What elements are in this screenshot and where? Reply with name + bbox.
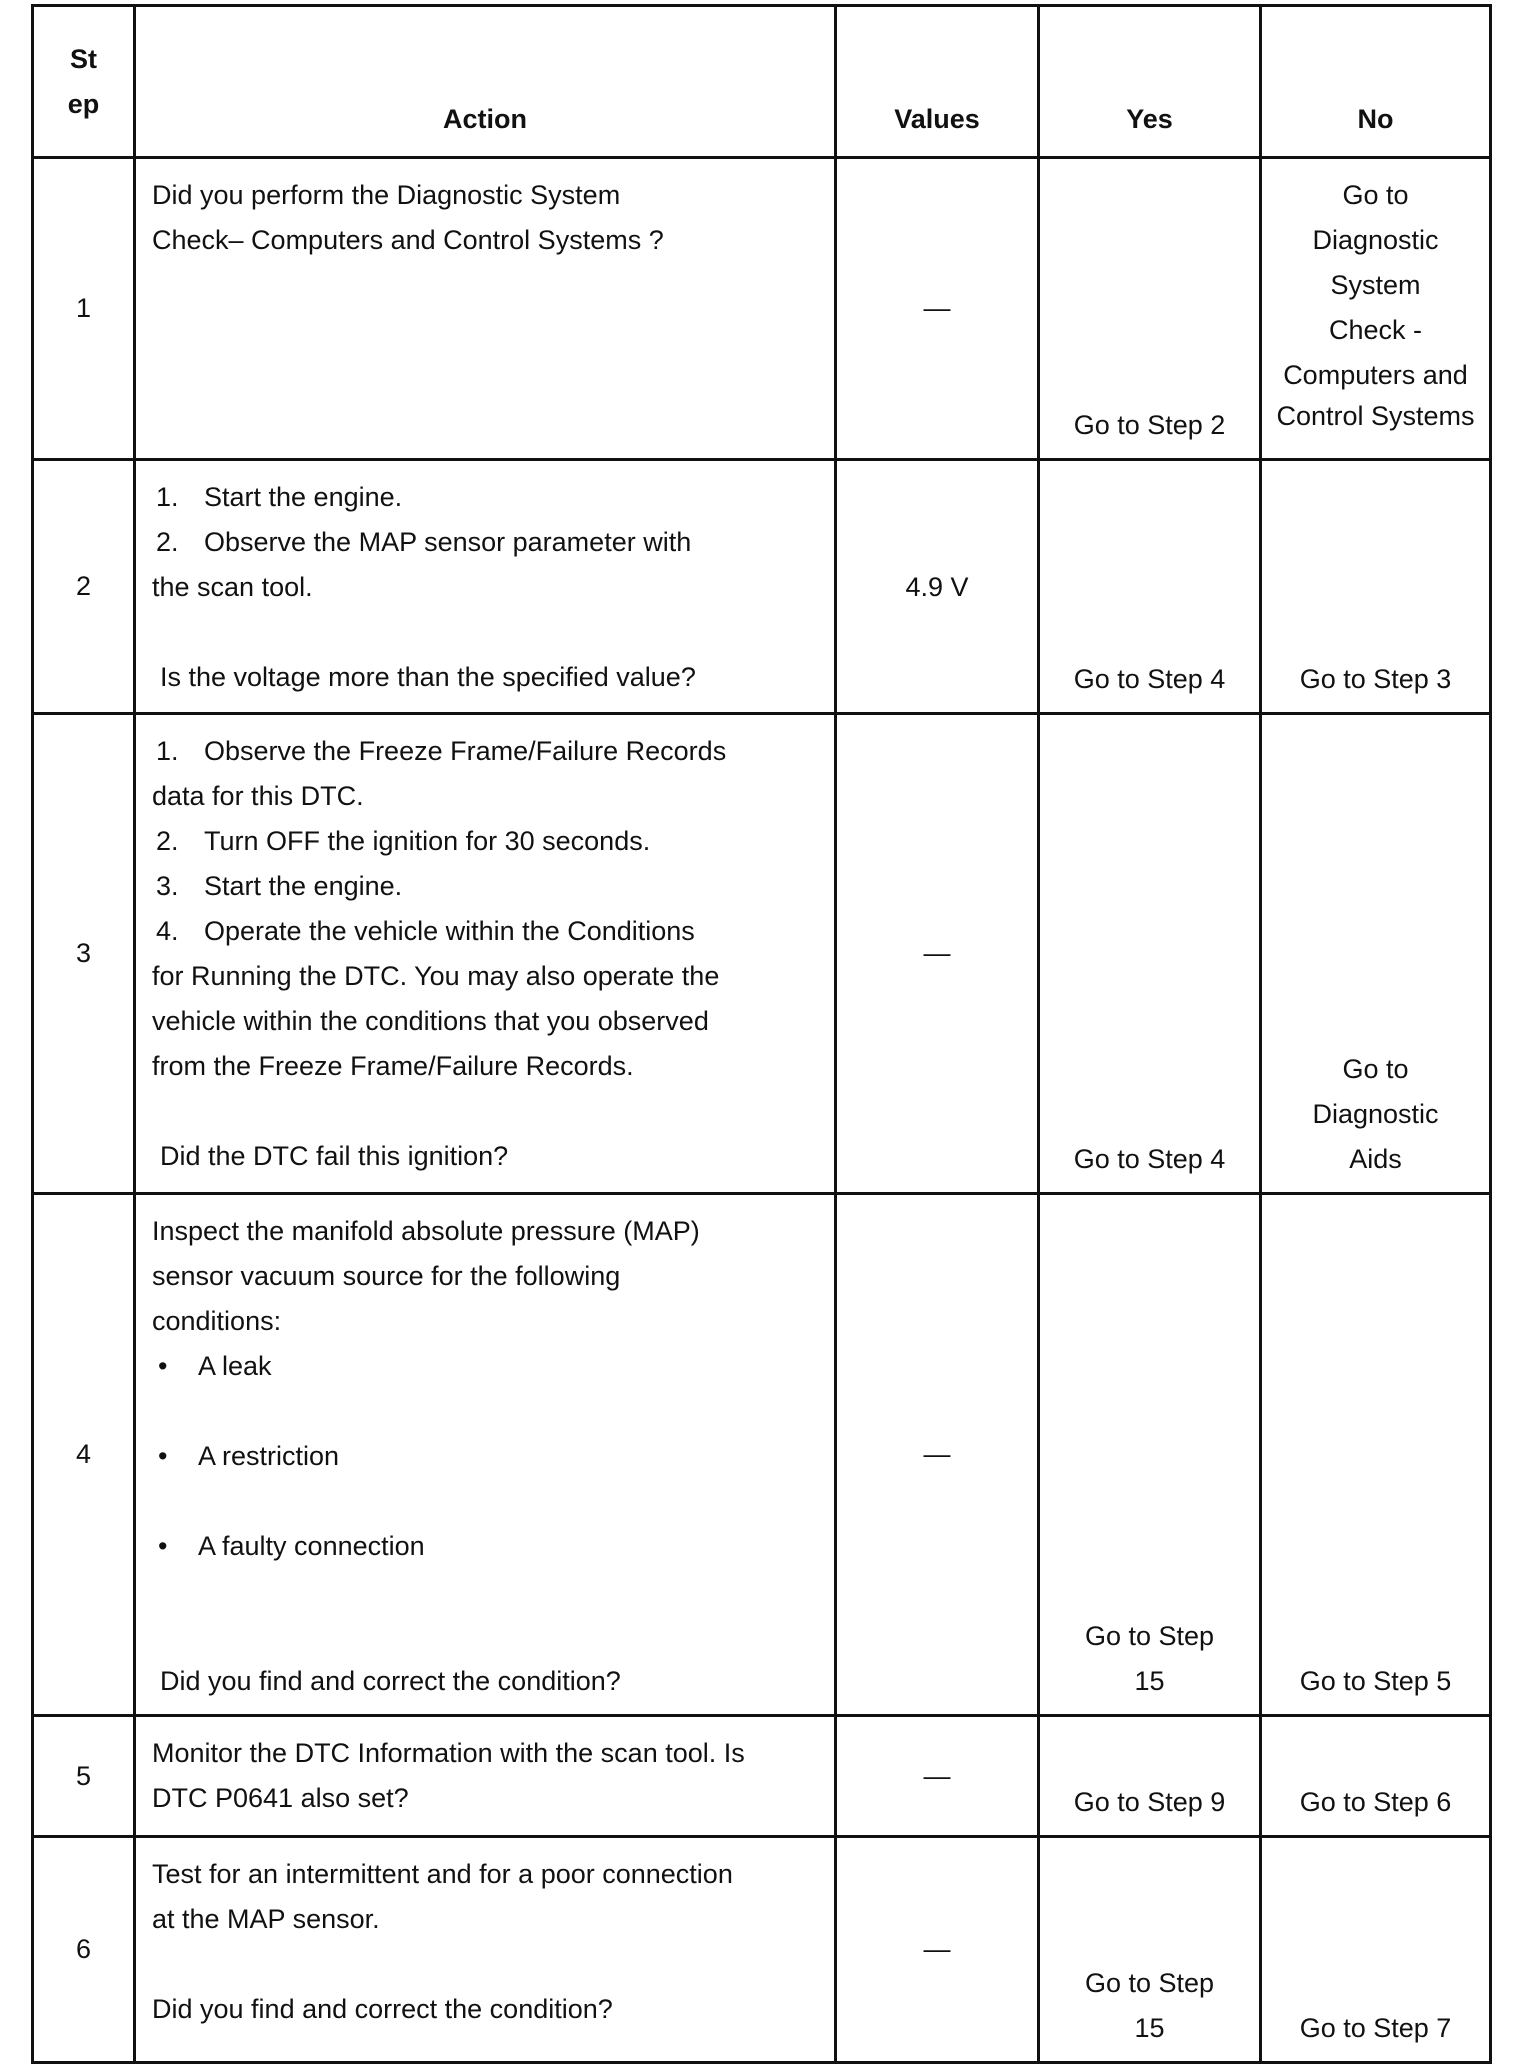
no-cell bbox=[1261, 1837, 1491, 2063]
question: Did the DTC fail this ignition? bbox=[160, 1141, 509, 1171]
list-item: • A faulty connection bbox=[158, 1531, 425, 1561]
no-cell bbox=[1261, 158, 1491, 460]
action-cell: 1. Start the engine. 2. Observe the MAP sensor parameter with the scan tool. Is the voltage more than the specified value? bbox=[135, 460, 836, 714]
no-link[interactable]: Go to Step 7 bbox=[1299, 2013, 1452, 2043]
no-link[interactable]: Go to Step 3 bbox=[1299, 664, 1452, 694]
no-link[interactable]: Go to Diagnostic Aids bbox=[1312, 1054, 1439, 1174]
no-header: No bbox=[1261, 6, 1491, 158]
header-row bbox=[33, 6, 1491, 158]
yes-header: Yes bbox=[1039, 6, 1261, 158]
value-cell: — bbox=[836, 714, 1039, 1194]
no-cell bbox=[1261, 714, 1491, 1194]
table-row bbox=[33, 714, 1491, 1194]
step-number: 2 bbox=[33, 460, 135, 714]
no-cell bbox=[1261, 1194, 1491, 1716]
diagnostic-table bbox=[31, 4, 1492, 2064]
step-number: 3 bbox=[33, 714, 135, 1194]
value-cell: — bbox=[836, 1716, 1039, 1837]
table-row bbox=[33, 158, 1491, 460]
step-header: St ep bbox=[33, 6, 135, 158]
action-cell: Monitor the DTC Information with the scan tool. Is DTC P0641 also set? bbox=[135, 1716, 836, 1837]
yes-cell bbox=[1039, 1194, 1261, 1716]
value-cell: — bbox=[836, 1194, 1039, 1716]
question: Did you find and correct the condition? bbox=[152, 1994, 613, 2024]
yes-link[interactable]: Go to Step 4 bbox=[1073, 1144, 1226, 1174]
value-cell: 4.9 V bbox=[836, 460, 1039, 714]
yes-cell bbox=[1039, 460, 1261, 714]
table-row bbox=[33, 1194, 1491, 1716]
yes-link[interactable]: Go to Step 15 bbox=[1084, 1968, 1215, 2043]
step-number: 6 bbox=[33, 1837, 135, 2063]
action-cell: Test for an intermittent and for a poor connection at the MAP sensor. Did you find and correct the condition? bbox=[135, 1837, 836, 2063]
value-cell: — bbox=[836, 158, 1039, 460]
yes-cell bbox=[1039, 158, 1261, 460]
list-item: • A restriction bbox=[158, 1441, 340, 1471]
no-link[interactable]: Go to Diagnostic System Check - Computers and Control Systems bbox=[1276, 180, 1475, 431]
question: Is the voltage more than the specified value? bbox=[160, 662, 696, 692]
action-cell: Did you perform the Diagnostic System Check– Computers and Control Systems ? bbox=[135, 158, 836, 460]
table-row bbox=[33, 460, 1491, 714]
values-header: Values bbox=[836, 6, 1039, 158]
yes-link[interactable]: Go to Step 4 bbox=[1073, 664, 1226, 694]
yes-cell bbox=[1039, 714, 1261, 1194]
action-header: Action bbox=[135, 6, 836, 158]
step-number: 4 bbox=[33, 1194, 135, 1716]
no-link[interactable]: Go to Step 6 bbox=[1299, 1787, 1452, 1817]
list-item: • A leak bbox=[158, 1351, 272, 1381]
no-cell bbox=[1261, 1716, 1491, 1837]
action-cell: Inspect the manifold absolute pressure (MAP) sensor vacuum source for the following conditions: • A leak • A restriction • A faulty connection Did you find and correct the condition? bbox=[135, 1194, 836, 1716]
yes-link[interactable]: Go to Step 15 bbox=[1084, 1621, 1215, 1696]
yes-link[interactable]: Go to Step 2 bbox=[1073, 410, 1226, 440]
step-number: 1 bbox=[33, 158, 135, 460]
yes-link[interactable]: Go to Step 9 bbox=[1073, 1787, 1226, 1817]
table-row bbox=[33, 1716, 1491, 1837]
no-cell bbox=[1261, 460, 1491, 714]
question: Did you find and correct the condition? bbox=[160, 1666, 621, 1696]
action-cell: 1. Observe the Freeze Frame/Failure Records data for this DTC. 2. Turn OFF the ignition for 30 seconds. 3. Start the engine. 4. Operate the vehicle within the Conditions for Running the DTC. You may also operate the vehicle within the conditions that you observed from the Freeze Frame/Failure Records. Did the DTC fail this ignition? bbox=[135, 714, 836, 1194]
step-number: 5 bbox=[33, 1716, 135, 1837]
yes-cell bbox=[1039, 1716, 1261, 1837]
yes-cell bbox=[1039, 1837, 1261, 2063]
table-row bbox=[33, 1837, 1491, 2063]
no-link[interactable]: Go to Step 5 bbox=[1299, 1666, 1452, 1696]
value-cell: — bbox=[836, 1837, 1039, 2063]
